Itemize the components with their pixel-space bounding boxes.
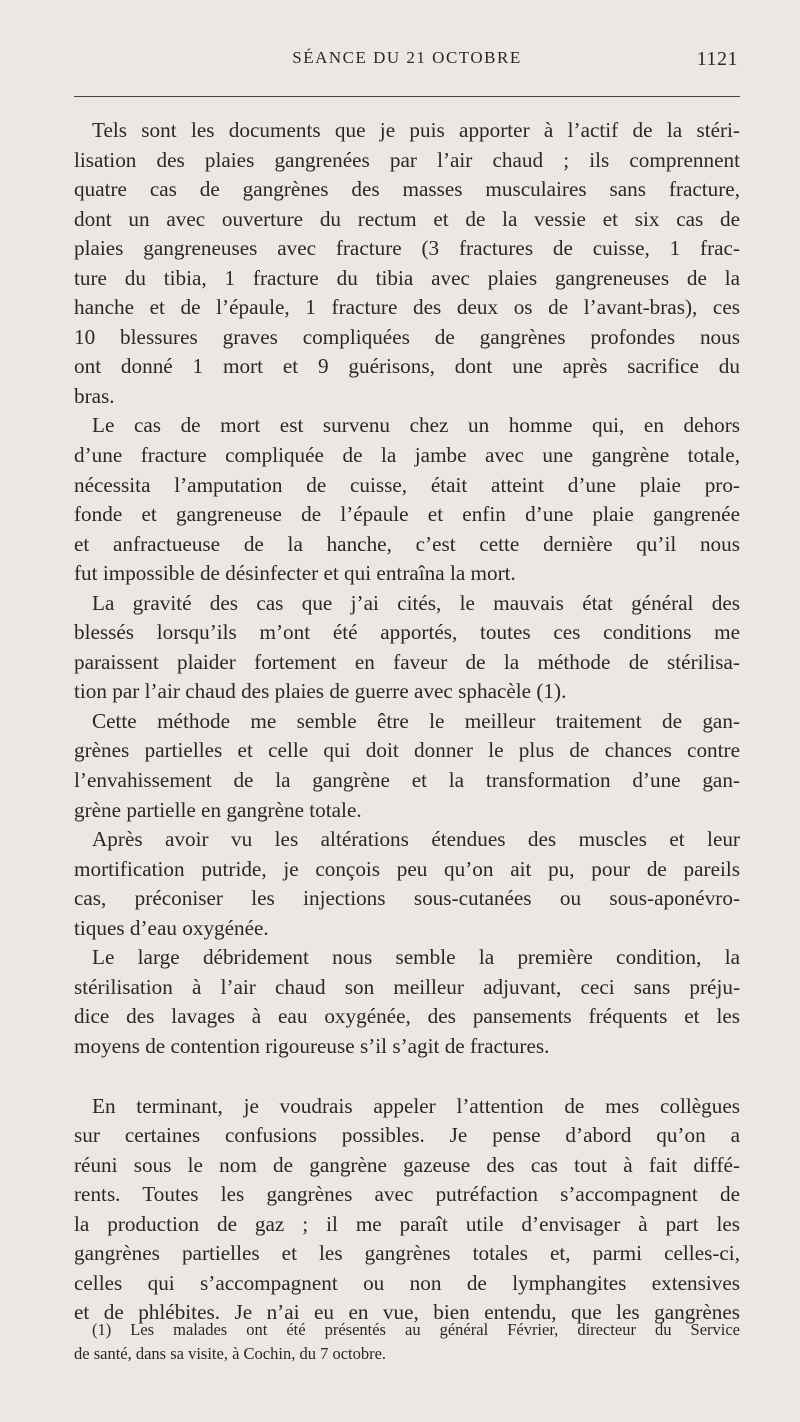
text-line: tiques d’eau oxygénée. [74, 915, 269, 940]
footnote-line: de santé, dans sa visite, à Cochin, du 7 octobre. [74, 1344, 387, 1363]
text-line: rents. Toutes les gangrènes avec putréfaction s’accompagnent de [74, 1182, 740, 1207]
text-line: sur certaines confusions possibles. Je pense d’abord qu’on a [74, 1123, 740, 1148]
paragraph [74, 1092, 740, 1328]
text-line: quatre cas de gangrènes des masses musculaires sans fracture, [74, 177, 740, 202]
text-line: et de phlébites. Je n’ai eu en vue, bien entendu, que les gangrènes [74, 1300, 740, 1325]
text-line: la production de gaz ; il me paraît utile d’envisager à part les [74, 1211, 740, 1236]
paragraph [74, 589, 740, 707]
text-line: lisation des plaies gangrenées par l’air chaud ; ils comprennent [74, 147, 740, 172]
text-line: celles qui s’accompagnent ou non de lymphangites extensives [74, 1270, 740, 1295]
text-line: Le cas de mort est survenu chez un homme qui, en dehors [92, 413, 740, 438]
paragraph [74, 707, 740, 825]
text-line: nécessita l’amputation de cuisse, était atteint d’une plaie pro- [74, 472, 740, 497]
text-line: dice des lavages à eau oxygénée, des pansements fréquents et les [74, 1004, 740, 1029]
section-gap [74, 1062, 740, 1092]
text-line: 10 blessures graves compliquées de gangrènes profondes nous [74, 324, 740, 349]
text-line: Après avoir vu les altérations étendues des muscles et leur [92, 827, 740, 852]
text-line: mortification putride, je conçois peu qu’on ait pu, pour de pareils [74, 856, 740, 881]
text-line: moyens de contention rigoureuse s’il s’agit de fractures. [74, 1033, 550, 1058]
footnote-line: (1) Les malades ont été présentés au général Février, directeur du Service [92, 1320, 740, 1339]
page-number: 1121 [696, 48, 738, 70]
header-rule [74, 96, 740, 97]
text-line: grènes partielles et celle qui doit donner le plus de chances contre [74, 738, 740, 763]
text-line: ture du tibia, 1 fracture du tibia avec plaies gangreneuses de la [74, 265, 740, 290]
paragraph [74, 825, 740, 943]
text-line: paraissent plaider fortement en faveur de la méthode de stérilisa- [74, 649, 740, 674]
paragraph [74, 943, 740, 1061]
running-header [74, 48, 740, 78]
text-line: réuni sous le nom de gangrène gazeuse des cas tout à fait diffé- [74, 1152, 740, 1177]
text-line: ont donné 1 mort et 9 guérisons, dont une après sacrifice du [74, 354, 740, 379]
text-line: En terminant, je voudrais appeler l’attention de mes collègues [92, 1093, 740, 1118]
text-line: d’une fracture compliquée de la jambe avec une gangrène totale, [74, 443, 740, 468]
text-line: blessés lorsqu’ils m’ont été apportés, toutes ces conditions me [74, 620, 740, 645]
text-line: cas, préconiser les injections sous-cutanées ou sous-aponévro- [74, 886, 740, 911]
text-line: dont un avec ouverture du rectum et de la vessie et six cas de [74, 206, 740, 231]
body-text [74, 116, 740, 1328]
text-line: et anfractueuse de la hanche, c’est cette dernière qu’il nous [74, 531, 740, 556]
paragraph [74, 411, 740, 588]
text-line: stérilisation à l’air chaud son meilleur adjuvant, ceci sans préju- [74, 974, 740, 999]
text-line: plaies gangreneuses avec fracture (3 fractures de cuisse, 1 frac- [74, 236, 740, 261]
text-line: hanche et de l’épaule, 1 fracture des deux os de l’avant-bras), ces [74, 295, 740, 320]
text-line: gangrènes partielles et les gangrènes totales et, parmi celles-ci, [74, 1241, 740, 1266]
text-line: l’envahissement de la gangrène et la transformation d’une gan- [74, 768, 740, 793]
text-line: fonde et gangreneuse de l’épaule et enfin d’une plaie gangrenée [74, 502, 740, 527]
text-line: fut impossible de désinfecter et qui entraîna la mort. [74, 561, 516, 586]
header-title: SÉANCE DU 21 OCTOBRE [292, 48, 522, 67]
text-line: Cette méthode me semble être le meilleur traitement de gan- [92, 708, 740, 733]
text-line: tion par l’air chaud des plaies de guerre avec sphacèle (1). [74, 679, 567, 704]
text-line: Le large débridement nous semble la première condition, la [92, 945, 740, 970]
paragraph [74, 116, 740, 411]
footnote [74, 1318, 740, 1366]
text-line: bras. [74, 383, 115, 408]
text-line: Tels sont les documents que je puis apporter à l’actif de la stéri- [92, 118, 740, 142]
text-line: La gravité des cas que j’ai cités, le mauvais état général des [92, 590, 740, 615]
text-line: grène partielle en gangrène totale. [74, 797, 362, 822]
